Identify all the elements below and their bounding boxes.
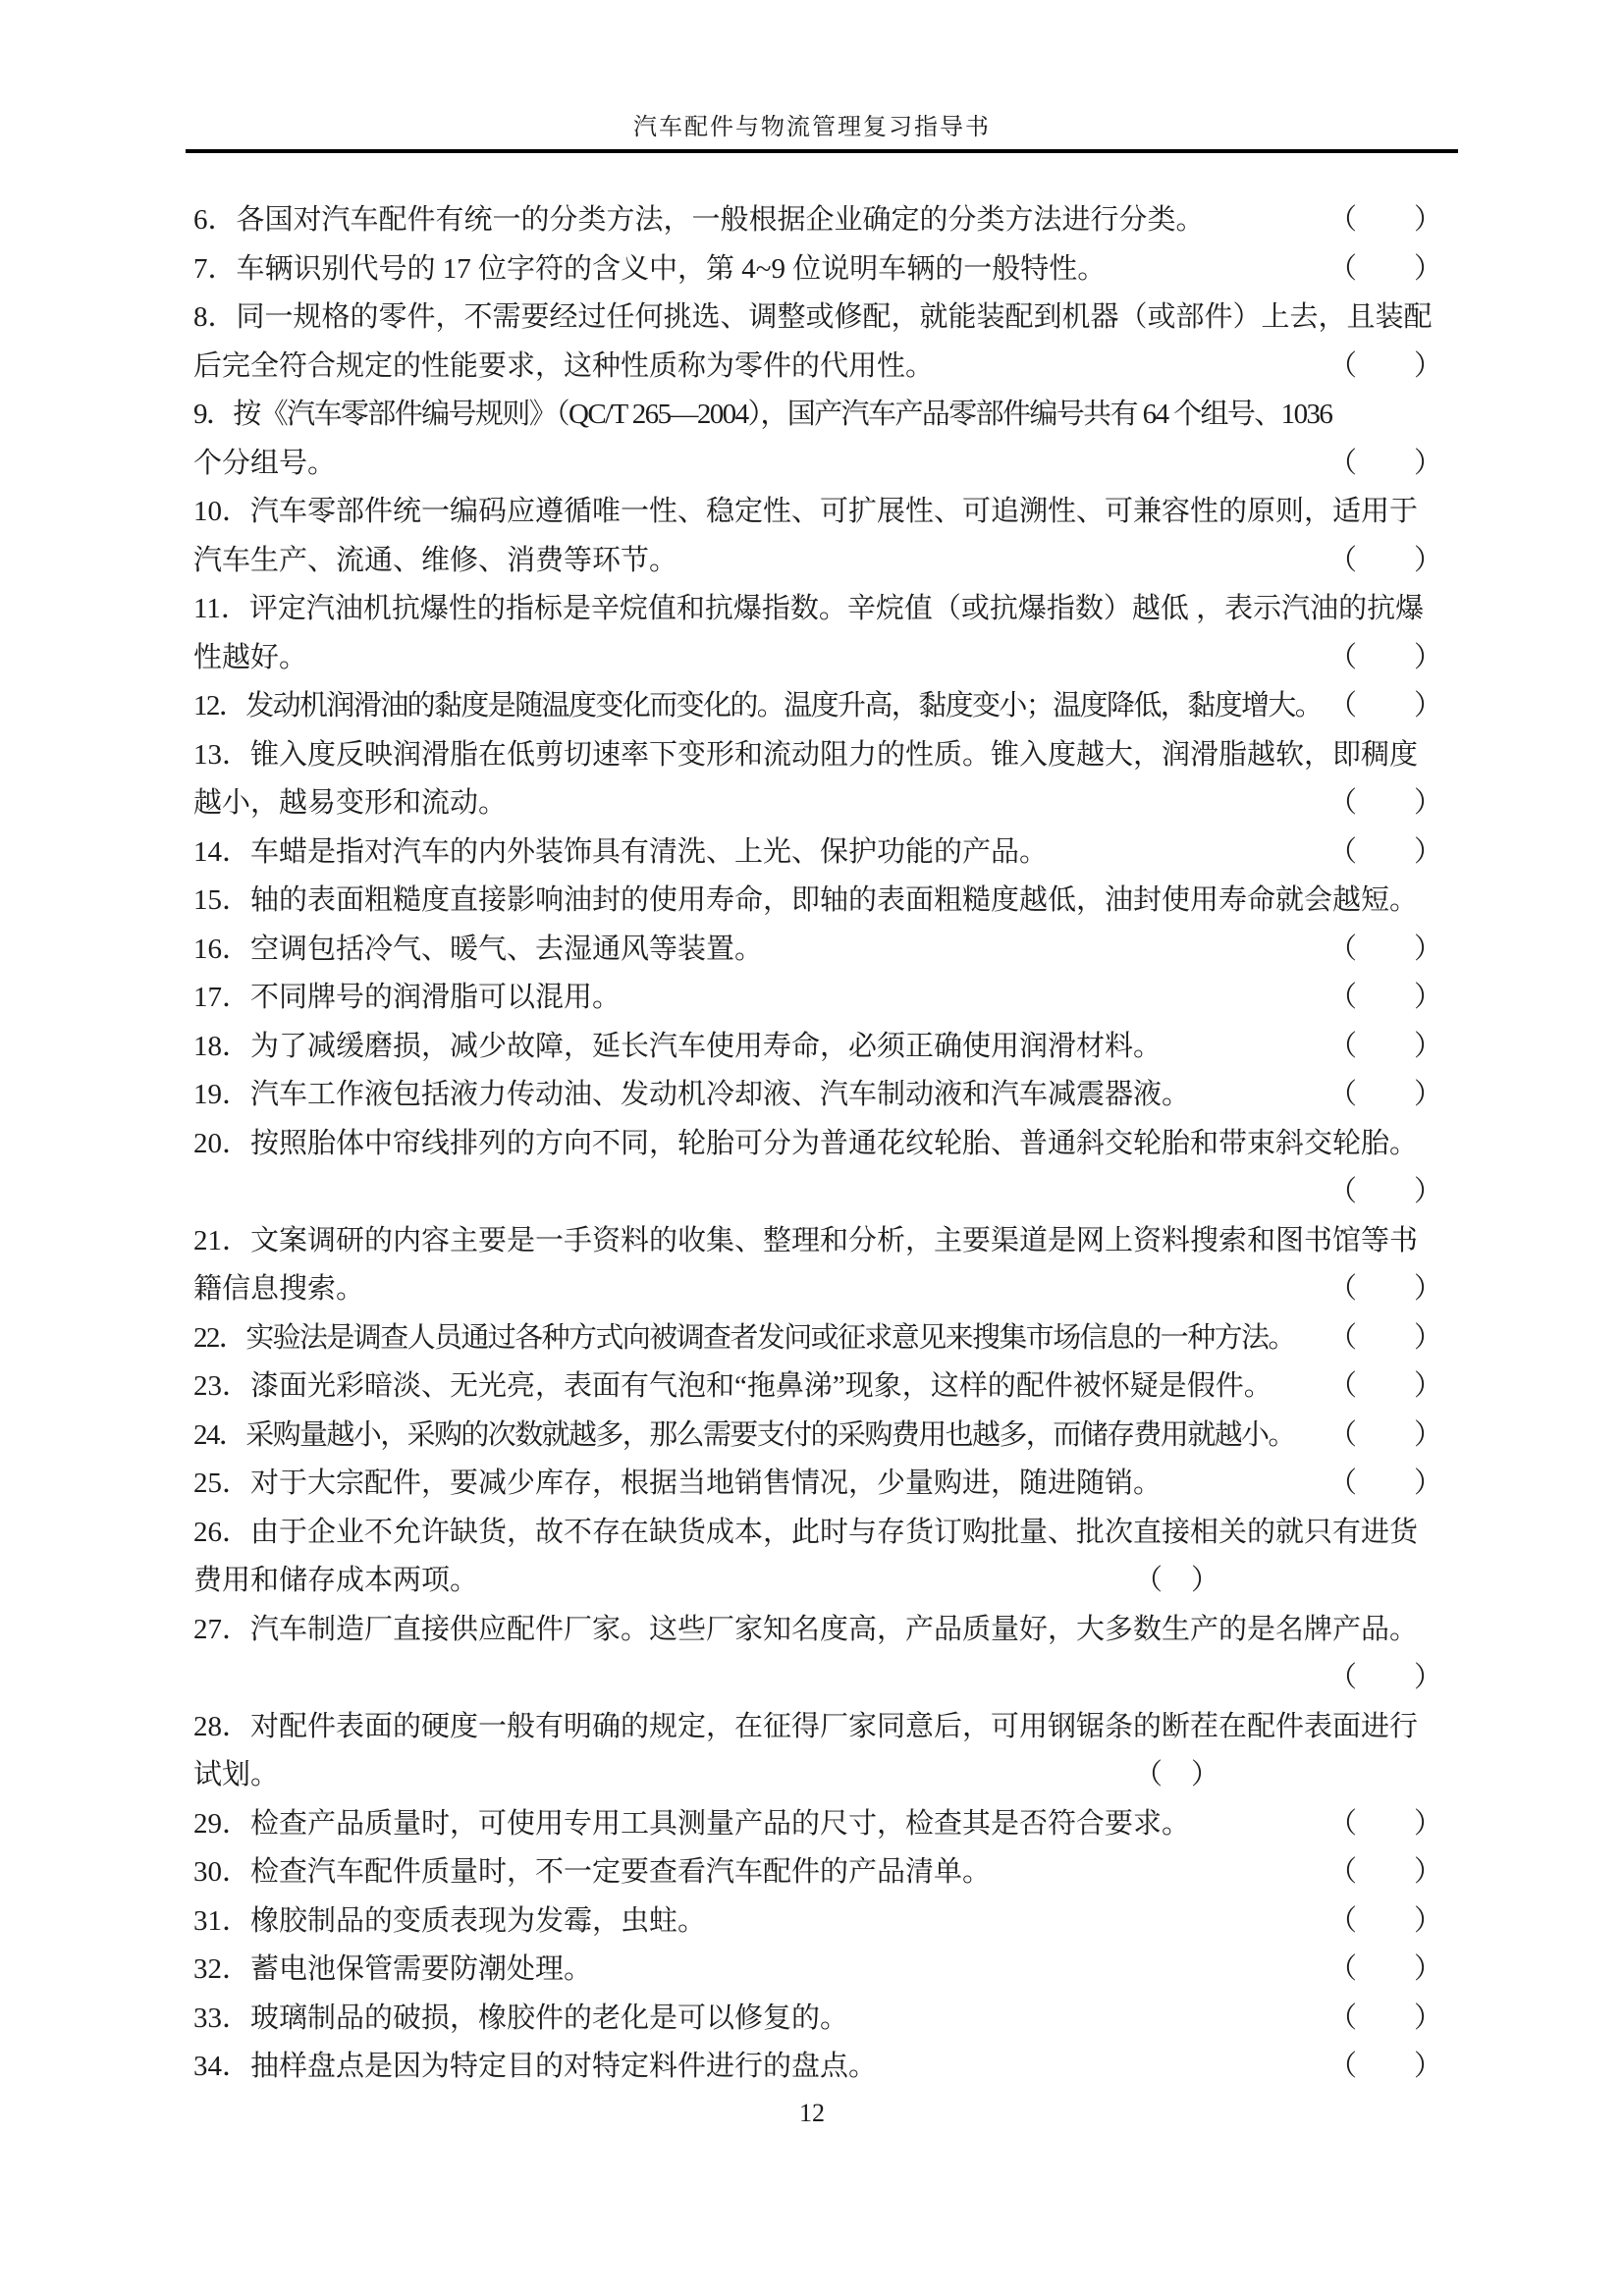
document-line	[193, 926, 1442, 975]
answer-parens: （ ）	[1327, 982, 1442, 1013]
line-text: 试划。	[193, 1759, 280, 1790]
line-text: 12．发动机润滑油的黏度是随温度变化而变化的。温度升高，黏度变小；温度降低，黏度增大。	[193, 690, 1323, 721]
line-text: 34．抽样盘点是因为特定目的对特定料件进行的盘点。	[193, 2051, 878, 2082]
document-line	[193, 1557, 1442, 1606]
answer-parens: （ ）	[1327, 1079, 1442, 1110]
line-text: 31．橡胶制品的变质表现为发霉，虫蛀。	[193, 1904, 707, 1937]
line-text: 9．按《汽车零部件编号规则》（QC/T 265—2004），国产汽车产品零部件编号共有 64 个组号、1036	[193, 399, 1332, 430]
answer-parens: （ ）	[1327, 1273, 1442, 1305]
line-text: 18．为了减缓磨损，减少故障，延长汽车使用寿命，必须正确使用润滑材料。	[193, 1030, 1163, 1062]
answer-parens: （ ）	[1327, 2051, 1442, 2082]
line-text: 性越好。	[193, 641, 308, 673]
line-text: 19．汽车工作液包括液力传动油、发动机冷却液、汽车制动液和汽车减震器液。	[193, 1079, 1191, 1110]
line-text: 8．同一规格的零件，不需要经过任何挑选、调整或修配，就能装配到机器（或部件）上去，且装配	[193, 301, 1433, 333]
line-text: 籍信息搜索。	[193, 1273, 365, 1305]
document-line	[193, 1314, 1442, 1363]
line-text: 6．各国对汽车配件有统一的分类方法，一般根据企业确定的分类方法进行分类。	[193, 204, 1205, 236]
answer-parens: （ ）	[1327, 1176, 1442, 1207]
line-text: 28．对配件表面的硬度一般有明确的规定，在征得厂家同意后，可用钢锯条的断茬在配件表面进行	[193, 1710, 1419, 1742]
document-line	[193, 294, 1442, 343]
line-text: 16．空调包括冷气、暖气、去湿通风等装置。	[193, 933, 764, 965]
document-line	[193, 1071, 1442, 1120]
document-line	[193, 1946, 1442, 1995]
document-line	[193, 1265, 1442, 1314]
document-line	[193, 1509, 1442, 1558]
answer-parens: （ ）	[1327, 1953, 1442, 1985]
document-line	[193, 196, 1442, 245]
answer-parens: （ ）	[1327, 1418, 1442, 1451]
document-line	[193, 682, 1442, 731]
answer-parens: （ ）	[1327, 2002, 1442, 2034]
line-text: 24．采购量越小，采购的次数就越多，那么需要支付的采购费用也越多，而储存费用就越小。	[193, 1418, 1295, 1451]
answer-parens: （ ）	[1327, 1904, 1442, 1937]
document-line	[193, 1362, 1442, 1412]
document-line	[193, 1800, 1442, 1849]
document-line	[193, 1168, 1442, 1217]
document-body	[193, 196, 1442, 2092]
document-line	[193, 343, 1442, 392]
line-text: 25．对于大宗配件，要减少库存，根据当地销售情况，少量购进，随进随销。	[193, 1468, 1163, 1499]
page-number: 12	[799, 2099, 825, 2127]
answer-parens: （ ）	[1327, 1321, 1442, 1354]
answer-parens: （ ）	[1327, 349, 1442, 382]
document-line	[193, 1897, 1442, 1947]
document-line	[193, 488, 1442, 537]
document-line	[193, 1606, 1442, 1655]
document-line	[193, 974, 1442, 1023]
line-text: 费用和储存成本两项。	[193, 1565, 479, 1596]
line-text: 32．蓄电池保管需要防潮处理。	[193, 1953, 593, 1985]
line-text: 33．玻璃制品的破损，橡胶件的老化是可以修复的。	[193, 2002, 849, 2034]
answer-parens: （ ）	[1327, 204, 1442, 236]
answer-parens: （ ）	[1327, 1370, 1442, 1402]
line-text: 20．按照胎体中帘线排列的方向不同，轮胎可分为普通花纹轮胎、普通斜交轮胎和带束斜交轮胎。	[193, 1127, 1419, 1159]
line-text: 后完全符合规定的性能要求，这种性质称为零件的代用性。	[193, 349, 935, 382]
document-line	[193, 634, 1442, 683]
line-text: 27．汽车制造厂直接供应配件厂家。这些厂家知名度高，产品质量好，大多数生产的是名牌产品。	[193, 1613, 1419, 1645]
line-text: 个分组号。	[193, 447, 337, 479]
line-text: 22．实验法是调查人员通过各种方式向被调查者发问或征求意见来搜集市场信息的一种方法。	[193, 1321, 1295, 1354]
answer-parens: （ ）	[1327, 252, 1442, 285]
line-text: 21．文案调研的内容主要是一手资料的收集、整理和分析，主要渠道是网上资料搜索和图书馆等书	[193, 1224, 1419, 1256]
line-text: 30．检查汽车配件质量时，不一定要查看汽车配件的产品清单。	[193, 1856, 992, 1888]
document-line	[193, 1412, 1442, 1461]
answer-parens: （ ）	[1327, 1856, 1442, 1888]
line-text: 13．锥入度反映润滑脂在低剪切速率下变形和流动阻力的性质。锥入度越大，润滑脂越软，即稠度	[193, 738, 1419, 771]
document-line	[193, 1023, 1442, 1072]
line-text: 汽车生产、流通、维修、消费等环节。	[193, 544, 678, 576]
document-line	[193, 1751, 1442, 1800]
document-line	[193, 537, 1442, 586]
answer-parens: （ ）	[1327, 447, 1442, 479]
document-line	[193, 2043, 1442, 2092]
answer-parens: （ ）	[1327, 1030, 1442, 1062]
answer-parens: （ ）	[1327, 1807, 1442, 1840]
document-line	[193, 828, 1442, 878]
answer-parens: （ ）	[1134, 1565, 1220, 1596]
line-text: 26．由于企业不允许缺货，故不存在缺货成本，此时与存货订购批量、批次直接相关的就只有进货	[193, 1516, 1419, 1548]
document-line	[193, 440, 1442, 489]
document-line	[193, 779, 1442, 828]
document-line	[193, 585, 1442, 634]
line-text: 15．轴的表面粗糙度直接影响油封的使用寿命，即轴的表面粗糙度越低，油封使用寿命就会越短。	[193, 884, 1419, 916]
line-text: 越小，越易变形和流动。	[193, 787, 508, 819]
answer-parens: （ ）	[1327, 1662, 1442, 1693]
document-line	[193, 1848, 1442, 1897]
answer-parens: （ ）	[1327, 690, 1442, 721]
line-text: 23．漆面光彩暗淡、无光亮，表面有气泡和“拖鼻涕”现象，这样的配件被怀疑是假件。	[193, 1370, 1272, 1402]
document-line	[193, 1995, 1442, 2044]
document-line	[193, 245, 1442, 294]
answer-parens: （ ）	[1327, 933, 1442, 965]
document-line	[193, 1120, 1442, 1169]
document-line	[193, 731, 1442, 780]
document-line	[193, 1217, 1442, 1266]
document-line	[193, 1703, 1442, 1752]
answer-parens: （ ）	[1327, 641, 1442, 673]
header-rule	[186, 149, 1458, 153]
line-text: 29．检查产品质量时，可使用专用工具测量产品的尺寸，检查其是否符合要求。	[193, 1807, 1191, 1840]
answer-parens: （ ）	[1327, 835, 1442, 868]
document-line	[193, 877, 1442, 926]
line-text: 10．汽车零部件统一编码应遵循唯一性、稳定性、可扩展性、可追溯性、可兼容性的原则，适用于	[193, 496, 1419, 527]
answer-parens: （ ）	[1327, 544, 1442, 576]
answer-parens: （ ）	[1134, 1759, 1220, 1790]
document-line	[193, 1460, 1442, 1509]
answer-parens: （ ）	[1327, 1468, 1442, 1499]
line-text: 14．车蜡是指对汽车的内外装饰具有清洗、上光、保护功能的产品。	[193, 835, 1049, 868]
document-line	[193, 391, 1442, 440]
answer-parens: （ ）	[1327, 787, 1442, 819]
line-text: 11．评定汽油机抗爆性的指标是辛烷值和抗爆指数。辛烷值（或抗爆指数）越低 ，表示汽油的抗爆	[193, 593, 1425, 624]
line-text: 7．车辆识别代号的 17 位字符的含义中，第 4~9 位说明车辆的一般特性。	[193, 252, 1107, 285]
line-text: 17．不同牌号的润滑脂可以混用。	[193, 982, 622, 1013]
header-title: 汽车配件与物流管理复习指导书	[633, 115, 991, 140]
document-line	[193, 1654, 1442, 1703]
